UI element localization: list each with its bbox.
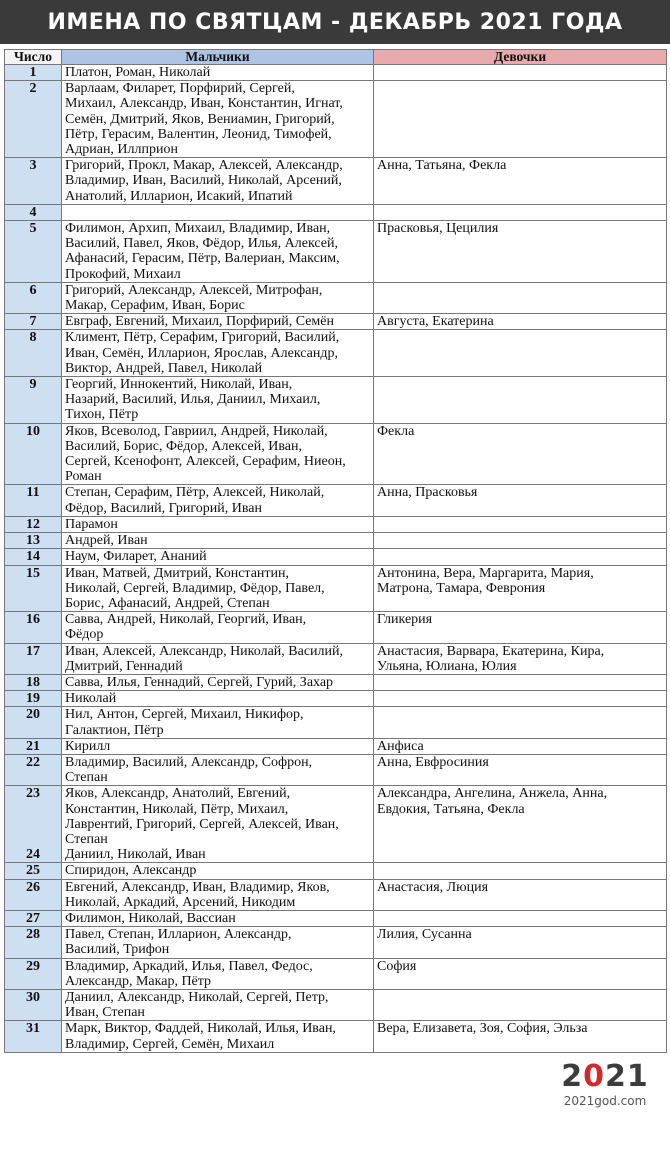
day-cell: 3: [5, 158, 62, 205]
table-row: [5, 910, 667, 926]
day-cell: 23 24: [5, 786, 62, 863]
boys-names-cell: [62, 204, 374, 220]
boys-names-cell: Платон, Роман, Николай: [62, 65, 374, 81]
table-row: [5, 927, 667, 958]
girls-names-cell: [374, 282, 667, 313]
day-cell: 14: [5, 549, 62, 565]
column-header-boys: Мальчики: [62, 50, 374, 65]
table-row: [5, 330, 667, 377]
girls-names-cell: Анфиса: [374, 738, 667, 754]
boys-names-cell: Евгений, Александр, Иван, Владимир, Яков, Николай, Аркадий, Арсений, Никодим: [62, 879, 374, 910]
watermark-site: 2021god.com: [563, 1094, 647, 1108]
girls-names-cell: [374, 65, 667, 81]
boys-names-cell: Спиридон, Александр: [62, 863, 374, 879]
day-cell: 21: [5, 738, 62, 754]
girls-names-cell: Антонина, Вера, Маргарита, Мария, Матрона, Тамара, Феврония: [374, 565, 667, 612]
girls-names-cell: Анастасия, Варвара, Екатерина, Кира, Ульяна, Юлиана, Юлия: [374, 643, 667, 674]
table-row: [5, 533, 667, 549]
girls-names-cell: [374, 204, 667, 220]
table-body: [5, 65, 667, 1053]
names-table: [4, 49, 667, 1053]
boys-names-cell: Евграф, Евгений, Михаил, Порфирий, Семён: [62, 314, 374, 330]
girls-names-cell: [374, 910, 667, 926]
table-row: [5, 707, 667, 738]
girls-names-cell: [374, 377, 667, 424]
day-cell: 30: [5, 989, 62, 1020]
day-cell: 15: [5, 565, 62, 612]
girls-names-cell: [374, 533, 667, 549]
day-cell: 27: [5, 910, 62, 926]
table-row: [5, 314, 667, 330]
day-cell: 16: [5, 612, 62, 643]
girls-names-cell: Гликерия: [374, 612, 667, 643]
boys-names-cell: Андрей, Иван: [62, 533, 374, 549]
boys-names-cell: Наум, Филарет, Ананий: [62, 549, 374, 565]
table-row: [5, 1021, 667, 1052]
table-row: [5, 485, 667, 516]
table-row: [5, 989, 667, 1020]
table-row: [5, 674, 667, 690]
girls-names-cell: Анастасия, Люция: [374, 879, 667, 910]
table-row: [5, 691, 667, 707]
boys-names-cell: Григорий, Прокл, Макар, Алексей, Александр, Владимир, Иван, Василий, Николай, Арсений, Анатолий, Илларион, Исакий, Ипатий: [62, 158, 374, 205]
table-row: [5, 158, 667, 205]
boys-names-cell: Яков, Всеволод, Гавриил, Андрей, Николай, Василий, Борис, Фёдор, Алексей, Иван, Сергей, Ксенофонт, Алексей, Серафим, Ниеон, Роман: [62, 423, 374, 485]
boys-names-cell: Варлаам, Филарет, Порфирий, Сергей, Михаил, Александр, Иван, Константин, Игнат, Семён, Дмитрий, Яков, Вениамин, Григорий, Пётр, Герасим, Валентин, Леонид, Тимофей, Адриан, Иллприон: [62, 81, 374, 158]
day-cell: 1: [5, 65, 62, 81]
boys-names-cell: Даниил, Александр, Николай, Сергей, Петр, Иван, Степан: [62, 989, 374, 1020]
table-row: [5, 65, 667, 81]
day-cell: 8: [5, 330, 62, 377]
boys-names-cell: Климент, Пётр, Серафим, Григорий, Василий, Иван, Семён, Илларион, Ярослав, Александр, Виктор, Андрей, Павел, Николай: [62, 330, 374, 377]
day-cell: 29: [5, 958, 62, 989]
table-row: [5, 738, 667, 754]
girls-names-cell: [374, 989, 667, 1020]
boys-names-cell: Григорий, Александр, Алексей, Митрофан, Макар, Серафим, Иван, Борис: [62, 282, 374, 313]
girls-names-cell: [374, 674, 667, 690]
table-row: [5, 643, 667, 674]
page-title: ИМЕНА ПО СВЯТЦАМ - ДЕКАБРЬ 2021 ГОДА: [47, 9, 623, 35]
boys-names-cell: Владимир, Аркадий, Илья, Павел, Федос, Александр, Макар, Пётр: [62, 958, 374, 989]
day-cell: 9: [5, 377, 62, 424]
day-cell: 28: [5, 927, 62, 958]
girls-names-cell: Фекла: [374, 423, 667, 485]
day-cell: 10: [5, 423, 62, 485]
day-cell: 20: [5, 707, 62, 738]
girls-names-cell: [374, 707, 667, 738]
boys-names-cell: Нил, Антон, Сергей, Михаил, Никифор, Галактион, Пётр: [62, 707, 374, 738]
table-row: [5, 204, 667, 220]
day-cell: 5: [5, 221, 62, 283]
table-row: [5, 879, 667, 910]
day-cell: 13: [5, 533, 62, 549]
day-cell: 31: [5, 1021, 62, 1052]
boys-names-cell: Николай: [62, 691, 374, 707]
day-cell: 4: [5, 204, 62, 220]
girls-names-cell: Анна, Евфросиния: [374, 754, 667, 785]
girls-names-cell: Вера, Елизавета, Зоя, София, Эльза: [374, 1021, 667, 1052]
day-cell: 7: [5, 314, 62, 330]
boys-names-cell: Савва, Илья, Геннадий, Сергей, Гурий, Захар: [62, 674, 374, 690]
girls-names-cell: Августа, Екатерина: [374, 314, 667, 330]
day-cell: 22: [5, 754, 62, 785]
day-cell: 2: [5, 81, 62, 158]
boys-names-cell: Парамон: [62, 516, 374, 532]
boys-names-cell: Владимир, Василий, Александр, Софрон, Степан: [62, 754, 374, 785]
table-row: [5, 282, 667, 313]
boys-names-cell: Степан, Серафим, Пётр, Алексей, Николай, Фёдор, Василий, Григорий, Иван: [62, 485, 374, 516]
girls-names-cell: Анна, Прасковья: [374, 485, 667, 516]
boys-names-cell: Павел, Степан, Илларион, Александр, Василий, Трифон: [62, 927, 374, 958]
day-cell: 18: [5, 674, 62, 690]
girls-names-cell: [374, 549, 667, 565]
girls-names-cell: [374, 863, 667, 879]
table-row: [5, 565, 667, 612]
day-cell: 26: [5, 879, 62, 910]
boys-names-cell: Филимон, Архип, Михаил, Владимир, Иван, Василий, Павел, Яков, Фёдор, Илья, Алексей, Афанасий, Герасим, Пётр, Валериан, Максим, Прокофий, Михаил: [62, 221, 374, 283]
table-row: [5, 958, 667, 989]
girls-names-cell: [374, 81, 667, 158]
boys-names-cell: Филимон, Николай, Вассиан: [62, 910, 374, 926]
girls-names-cell: Лилия, Сусанна: [374, 927, 667, 958]
day-cell: 12: [5, 516, 62, 532]
girls-names-cell: [374, 691, 667, 707]
table-row: [5, 516, 667, 532]
column-header-girls: Девочки: [374, 50, 667, 65]
day-cell: 25: [5, 863, 62, 879]
site-watermark: [550, 1060, 660, 1108]
column-header-day: Число: [5, 50, 62, 65]
page-title-banner: [0, 0, 670, 44]
boys-names-cell: Иван, Матвей, Дмитрий, Константин, Николай, Сергей, Владимир, Фёдор, Павел, Борис, Афанасий, Андрей, Степан: [62, 565, 374, 612]
table-row: [5, 377, 667, 424]
table-row: [5, 863, 667, 879]
table-row: [5, 81, 667, 158]
boys-names-cell: Иван, Алексей, Александр, Николай, Василий, Дмитрий, Геннадий: [62, 643, 374, 674]
table-row: [5, 221, 667, 283]
boys-names-cell: Георгий, Иннокентий, Николай, Иван, Назарий, Василий, Илья, Даниил, Михаил, Тихон, Пётр: [62, 377, 374, 424]
table-row: [5, 549, 667, 565]
table-row: [5, 423, 667, 485]
table-row: [5, 612, 667, 643]
table-row: [5, 754, 667, 785]
day-cell: 19: [5, 691, 62, 707]
girls-names-cell: Анна, Татьяна, Фекла: [374, 158, 667, 205]
boys-names-cell: Яков, Александр, Анатолий, Евгений, Константин, Николай, Пётр, Михаил, Лаврентий, Григорий, Сергей, Алексей, Иван, Степан Даниил, Николай, Иван: [62, 786, 374, 863]
day-cell: 11: [5, 485, 62, 516]
girls-names-cell: [374, 516, 667, 532]
watermark-logo: 2021: [561, 1059, 649, 1094]
girls-names-cell: Прасковья, Цецилия: [374, 221, 667, 283]
boys-names-cell: Кирилл: [62, 738, 374, 754]
table-row: [5, 786, 667, 863]
girls-names-cell: [374, 330, 667, 377]
day-cell: 17: [5, 643, 62, 674]
girls-names-cell: София: [374, 958, 667, 989]
girls-names-cell: Александра, Ангелина, Анжела, Анна, Евдокия, Татьяна, Фекла: [374, 786, 667, 863]
boys-names-cell: Савва, Андрей, Николай, Георгий, Иван, Фёдор: [62, 612, 374, 643]
table-header-row: [5, 50, 667, 65]
boys-names-cell: Марк, Виктор, Фаддей, Николай, Илья, Иван, Владимир, Сергей, Семён, Михаил: [62, 1021, 374, 1052]
day-cell: 6: [5, 282, 62, 313]
